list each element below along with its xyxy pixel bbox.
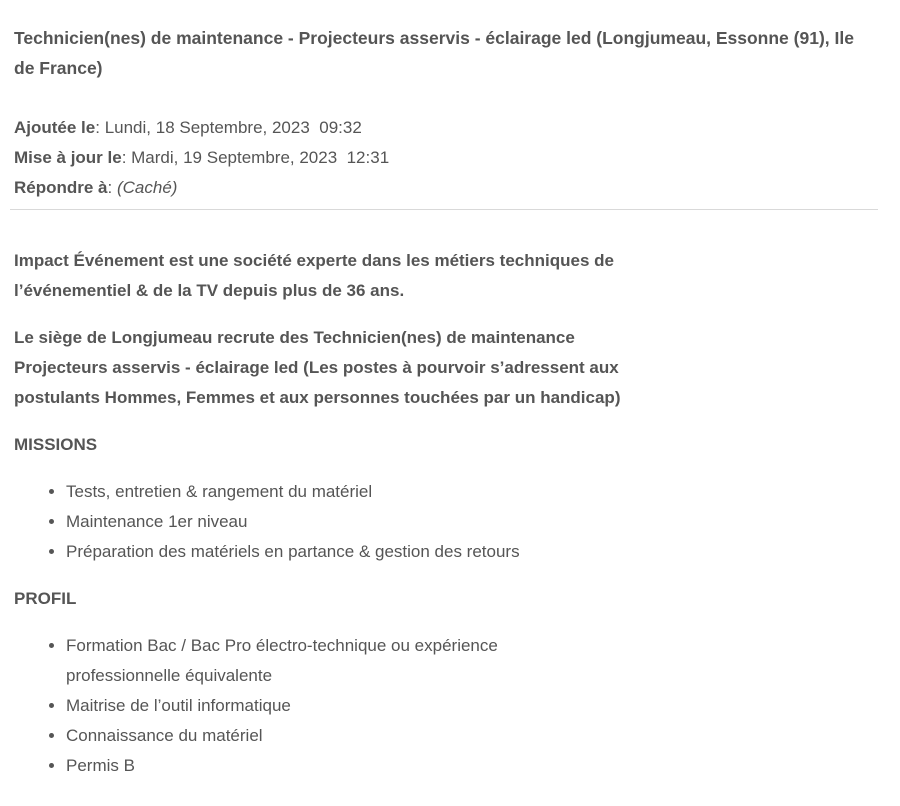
section-divider <box>10 209 878 210</box>
profil-heading: PROFIL <box>14 589 77 608</box>
missions-heading: MISSIONS <box>14 435 98 454</box>
updated-date-label: Mise à jour le <box>14 148 122 167</box>
added-date-value: : Lundi, 18 Septembre, 2023 09:32 <box>95 118 362 137</box>
added-date-row <box>14 113 389 143</box>
job-title: Technicien(nes) de maintenance - Projecteurs asservis - éclairage led (Longjumeau, Essonne (91), Ile de France) <box>14 28 854 78</box>
profil-list <box>14 631 654 781</box>
posting-meta <box>14 113 389 203</box>
list-item: • Permis B <box>66 751 566 781</box>
reply-to-value: (Caché) <box>116 178 178 197</box>
added-date-label: Ajoutée le <box>14 118 96 137</box>
list-item: • Préparation des matériels en partance & gestion des retours <box>66 537 654 567</box>
reply-to-row <box>14 173 389 203</box>
updated-date-row <box>14 143 389 173</box>
list-item: • Formation Bac / Bac Pro électro-technique ou expérience professionnelle équivalente <box>66 631 566 691</box>
reply-to-separator: : <box>107 178 117 197</box>
missions-list <box>14 477 654 567</box>
list-item: • Maitrise de l’outil informatique <box>66 691 566 721</box>
recruitment-statement: Le siège de Longjumeau recrute des Technicien(nes) de maintenance Projecteurs asservis - éclairage led (Les postes à pourvoir s’adressent aux postulants Hommes, Femmes et aux personnes touchées par un handicap) <box>14 328 621 407</box>
updated-date-value: : Mardi, 19 Septembre, 2023 12:31 <box>121 148 390 167</box>
list-item: • Connaissance du matériel <box>66 721 566 751</box>
reply-to-label: Répondre à <box>14 178 108 197</box>
job-description <box>14 246 654 798</box>
company-intro: Impact Événement est une société experte dans les métiers techniques de l’événementiel & de la TV depuis plus de 36 ans. <box>14 251 614 300</box>
list-item: • Maintenance 1er niveau <box>66 507 654 537</box>
list-item: • Tests, entretien & rangement du matériel <box>66 477 654 507</box>
